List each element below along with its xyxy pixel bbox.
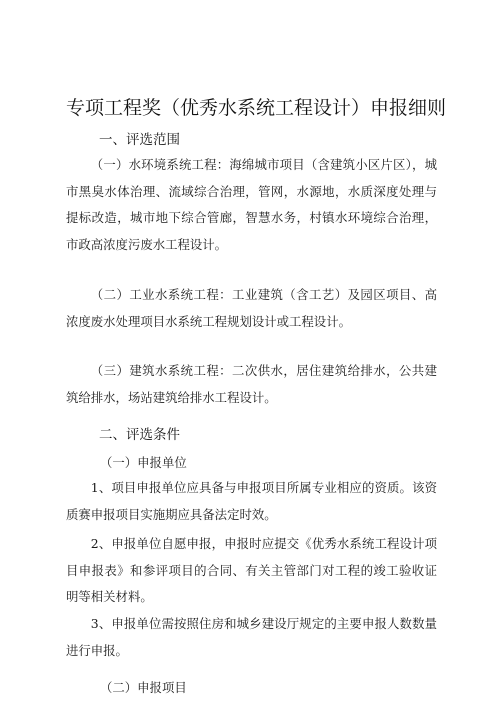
paragraph-qualification: 1、项目申报单位应具备与申报项目所属专业相应的资质。该资质赛申报项目实施期应具备法定时效。 — [66, 480, 437, 522]
section-heading-scope: 一、评选范围 — [99, 132, 180, 148]
paragraph-quota: 3、申报单位需按照住房和城乡建设厅规定的主要申报人数数量进行申报。 — [66, 616, 437, 658]
paragraph-building-water: （三）建筑水系统工程：二次供水，居住建筑给排水，公共建筑给排水，场站建筑给排水工程设计。 — [66, 363, 437, 405]
document-title: 专项工程奖（优秀水系统工程设计）申报细则 — [66, 97, 447, 119]
paragraph-industrial-water: （二）工业水系统工程：工业建筑（含工艺）及园区项目、高浓度废水处理项目水系统工程规划设计或工程设计。 — [66, 287, 437, 329]
paragraph-submission: 2、申报单位自愿申报，申报时应提交《优秀水系统工程设计项目申报表》和参评项目的合同、有关主管部门对工程的竣工验收证明等相关材料。 — [66, 536, 437, 604]
paragraph-water-environment: （一）水环境系统工程：海绵城市项目（含建筑小区片区），城市黑臭水体治理、流域综合治理，管网，水源地，水质深度处理与提标改造，城市地下综合管廊，智慧水务，村镇水环境综合治理，市政高浓度污废水工程设计。 — [66, 157, 437, 252]
subheading-project: （二）申报项目 — [100, 680, 187, 695]
subheading-applicant: （一）申报单位 — [100, 455, 187, 470]
section-heading-conditions: 二、评选条件 — [99, 427, 180, 443]
